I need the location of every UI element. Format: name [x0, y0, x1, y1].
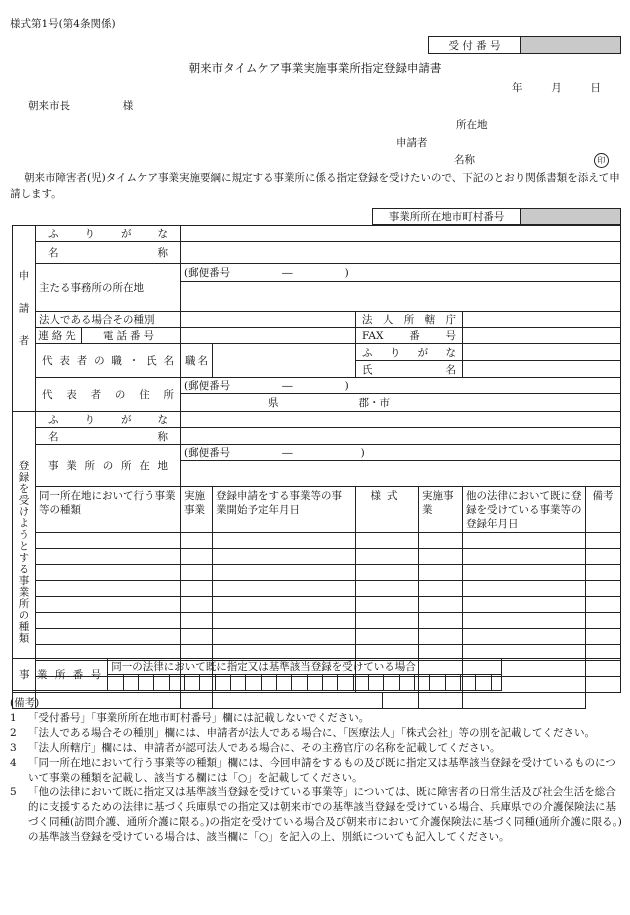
col-business-types: 同一所在地において行う事業等の種類: [36, 487, 181, 533]
office-postal-open: (郵便番号: [184, 447, 231, 459]
postal-close: ): [344, 267, 349, 279]
intro-text: 朝来市障害者(児)タイムケア事業実施要綱に規定する事業所に係る指定登録を受けたいので、下記のとおり関係書類を添えて申請します。: [10, 172, 620, 200]
business-row: [13, 629, 621, 645]
municipality-code-field[interactable]: [521, 209, 621, 225]
rep-name-title-label: 代表者の職・氏名: [36, 344, 181, 378]
office-number-digit[interactable]: [169, 675, 184, 691]
position-field[interactable]: [213, 344, 356, 378]
business-row: [13, 565, 621, 581]
office-address-field[interactable]: [181, 461, 621, 487]
office-number-digit[interactable]: [369, 675, 384, 691]
form-id: 様式第1号(第4条関係): [10, 18, 116, 30]
fax-label: FAX番号: [356, 328, 463, 344]
corp-authority-label: 法人所轄庁: [356, 312, 463, 328]
receipt-number-field[interactable]: [521, 37, 621, 54]
office-number-digit[interactable]: [292, 675, 307, 691]
corp-type-field[interactable]: [181, 312, 356, 328]
col-remarks: 備考: [586, 487, 621, 533]
corp-authority-field[interactable]: [463, 312, 621, 328]
office-name-field[interactable]: [181, 428, 621, 445]
note-item: [10, 711, 622, 726]
applicant-label: 申請者: [396, 137, 428, 149]
rep-postal-dash: ―: [282, 380, 293, 392]
office-number-other-law: 同一の法律において既に指定又は基準該当登録を受けている場合: [108, 659, 502, 675]
date-day: 日: [590, 82, 601, 94]
office-name-label: 名称: [36, 428, 181, 445]
contact-label: [36, 328, 181, 344]
notes: [10, 696, 622, 845]
office-furigana-field[interactable]: [181, 412, 621, 428]
municipality-code-label: 事業所所在地市町村番号: [373, 209, 521, 225]
office-number-digit[interactable]: [184, 675, 199, 691]
office-number-digit[interactable]: [230, 675, 245, 691]
pref-label: 県: [268, 397, 279, 409]
rep-postal-close: ): [344, 380, 349, 392]
note-item: [10, 741, 622, 756]
phone-field[interactable]: [181, 328, 356, 344]
office-number-digit[interactable]: [215, 675, 230, 691]
addressee: [28, 98, 133, 113]
applicant-address-label: 所在地: [456, 119, 488, 131]
main-office-address-field[interactable]: [181, 282, 621, 312]
note-text: 「同一所在地において行う事業等の種類」欄には、今回申請をするもの及び既に指定又は基準該当登録を受けているものについて事業の種類を記載し、該当する欄には「○」を記載してください。: [28, 756, 616, 784]
office-number-digit[interactable]: [461, 675, 476, 691]
note-num: 3: [10, 741, 17, 754]
office-number-label: 事業所番号: [13, 659, 108, 691]
business-row: [13, 549, 621, 565]
date-month: 月: [551, 82, 562, 94]
office-number-digit[interactable]: [261, 675, 276, 691]
applicant-furigana-field[interactable]: [181, 226, 621, 242]
page-title: 朝来市タイムケア事業実施事業所指定登録申請書: [188, 61, 442, 75]
note-num: 2: [10, 726, 17, 739]
date-year: 年: [512, 82, 523, 94]
note-item: [10, 785, 622, 845]
addressee-suffix: 様: [122, 100, 134, 112]
rep-furigana-label: ふりがな: [356, 344, 463, 361]
note-item: [10, 726, 622, 741]
main-office-postal[interactable]: [181, 264, 621, 282]
office-number-digit[interactable]: [384, 675, 399, 691]
office-number-digit[interactable]: [491, 675, 502, 691]
main-office-label: 主たる事務所の所在地: [36, 264, 181, 312]
rep-name-field[interactable]: [463, 361, 621, 378]
note-text: 「受付番号」「事業所所在地市町村番号」欄には記載しないでください。: [28, 711, 370, 724]
rep-address-label: 代表者の住所: [36, 378, 181, 412]
office-number-spacer: [502, 659, 620, 691]
col-implementation-2: 実施事業: [419, 487, 463, 533]
office-number-digit[interactable]: [138, 675, 153, 691]
office-number-digit[interactable]: [154, 675, 169, 691]
addressee-name: 朝来市長: [28, 100, 70, 112]
col-other-law: 他の法律において既に登録を受けている事業等の登録年月日: [463, 487, 586, 533]
applicant-furigana-label: ふりがな: [36, 226, 181, 242]
fax-field[interactable]: [463, 328, 621, 344]
corp-type-label: 法人である場合その種別: [36, 312, 181, 328]
business-row: [13, 581, 621, 597]
rep-postal-open: (郵便番号: [184, 380, 231, 392]
note-text: 「法人である場合その種別」欄には、申請者が法人である場合に、「医療法人」「株式会社」等の別を記載してください。: [28, 726, 595, 739]
office-furigana-label: ふりがな: [36, 412, 181, 428]
phone-label: 電話番号: [103, 330, 157, 342]
seal-icon: 印: [594, 153, 609, 168]
office-postal[interactable]: [181, 445, 621, 461]
office-address-label: 事業所の所在地: [36, 445, 181, 487]
office-number-digit[interactable]: [445, 675, 460, 691]
note-text: 「法人所轄庁」欄には、申請者が認可法人である場合に、その主務官庁の名称を記載してください。: [28, 741, 501, 754]
note-num: 4: [10, 756, 17, 769]
office-number-digit[interactable]: [323, 675, 338, 691]
office-number-digit[interactable]: [200, 675, 215, 691]
office-number-digit[interactable]: [307, 675, 322, 691]
notes-heading: (備考): [10, 697, 40, 709]
position-label: 職名: [181, 344, 213, 378]
office-number-digit[interactable]: [123, 675, 138, 691]
col-implementation: 実施事業: [181, 487, 213, 533]
note-num: 5: [10, 786, 17, 799]
applicant-name-field[interactable]: [181, 242, 621, 264]
receipt-number-box: [428, 36, 621, 54]
note-num: 1: [10, 711, 17, 724]
office-number-digit[interactable]: [277, 675, 292, 691]
rep-name-label: 氏名: [356, 361, 463, 378]
receipt-number-label: 受 付 番 号: [429, 37, 521, 54]
contact-text: 連絡先: [36, 328, 82, 343]
application-form-table: [12, 225, 621, 709]
applicant-name-label-cell: 名称: [36, 242, 181, 264]
office-number-digit[interactable]: [430, 675, 445, 691]
postal-dash: ―: [282, 267, 293, 279]
office-number-digit[interactable]: [338, 675, 353, 691]
city-label: 郡・市: [358, 397, 390, 409]
municipality-code-box: [372, 208, 621, 225]
applicant-side-label: 申請者: [13, 226, 36, 412]
office-number-digit[interactable]: [476, 675, 491, 691]
note-item: [10, 756, 622, 786]
office-number-digit[interactable]: [399, 675, 414, 691]
office-postal-dash: ―: [282, 447, 293, 459]
applicant-name-text: 名称: [454, 154, 475, 166]
col-start-date: 登録申請をする事業等の事業開始予定年月日: [213, 487, 356, 533]
note-text: 「他の法律において既に指定又は基準該当登録を受けている事業等」については、既に障害者の日常生活及び社会生活を総合的に支援するための法律に基づく兵庫県での指定又は朝来市での基準該当登録を受けている場合、兵庫県での介護保険法に基づく同種(訪問介護、通所介護に限る。)の指定を受けている場合及び朝来市において介護保険法に基づく同種(通所介護に限る。)の基準該当登録を受けている場合は、該当欄に「○」を記入の上、別紙についても記入してください。: [28, 786, 622, 844]
applicant-name-label: [454, 152, 609, 168]
office-number-digit[interactable]: [353, 675, 368, 691]
office-postal-close: ): [360, 447, 365, 459]
rep-address-postal[interactable]: [181, 378, 621, 394]
rep-address-field[interactable]: [181, 394, 621, 412]
office-number-digit[interactable]: [108, 675, 123, 691]
office-number-digit[interactable]: [246, 675, 261, 691]
business-row: [13, 613, 621, 629]
office-number-table: [12, 658, 620, 691]
business-row: [13, 533, 621, 549]
date-line: [512, 80, 601, 95]
business-row: [13, 597, 621, 613]
office-side-label: 登録を受けようとする事業所の種類: [13, 412, 36, 693]
col-format: 様式: [356, 487, 419, 533]
rep-furigana-field[interactable]: [463, 344, 621, 361]
postal-open: (郵便番号: [184, 267, 231, 279]
office-number-digit[interactable]: [415, 675, 430, 691]
